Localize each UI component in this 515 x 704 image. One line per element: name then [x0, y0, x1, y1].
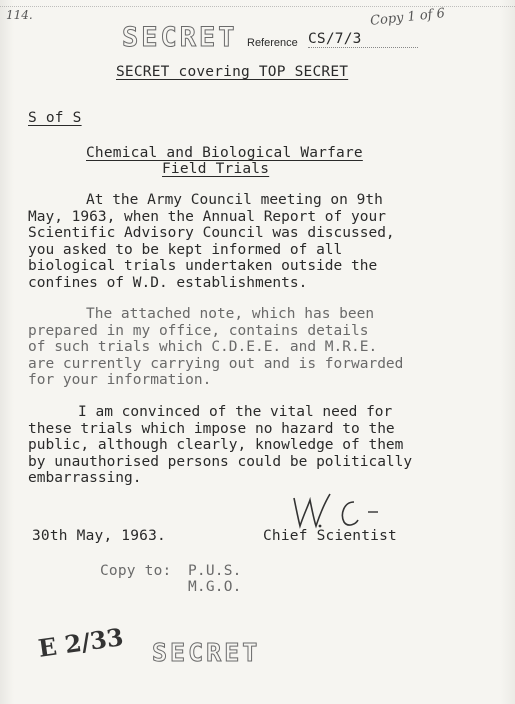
paragraph-1-line: At the Army Council meeting on 9th	[86, 192, 383, 208]
paragraph-1-line: biological trials undertaken outside the	[28, 258, 378, 275]
page-number: 114.	[6, 8, 33, 22]
covering-line: SECRET covering TOP SECRET	[116, 64, 349, 80]
subject-line-2: Field Trials	[162, 161, 270, 177]
secret-stamp-top: SECRET	[122, 22, 238, 53]
subject-line-1: Chemical and Biological Warfare	[86, 145, 363, 161]
paragraph-2	[28, 306, 403, 389]
paragraph-3-line: by unauthorised persons could be politically	[28, 453, 413, 470]
copy-to-recipient: M.G.O.	[188, 579, 242, 595]
copy-to-recipient: P.U.S.	[188, 563, 242, 579]
paragraph-2-line: are currently carrying out and is forwarded	[28, 355, 404, 372]
paragraph-2-line: The attached note, which has been	[86, 306, 375, 322]
signatory-title: Chief Scientist	[263, 528, 397, 544]
letter-date: 30th May, 1963.	[32, 528, 166, 544]
registry-mark: E 2/33	[36, 622, 126, 663]
secret-stamp-bottom: SECRET	[152, 638, 261, 667]
paragraph-1-line: you asked to be kept informed of all	[28, 241, 343, 258]
paragraph-3-line: public, although clearly, knowledge of them	[28, 437, 404, 454]
copy-to-label: Copy to:	[100, 563, 172, 579]
paragraph-2-line: of such trials which C.D.E.E. and M.R.E.	[28, 339, 378, 356]
copy-note: Copy 1 of 6	[369, 6, 446, 29]
paragraph-3	[28, 404, 412, 487]
paragraph-1-line: May, 1963, when the Annual Report of your	[28, 208, 386, 225]
reference-label: Reference	[247, 37, 298, 49]
paragraph-1-line: confines of W.D. establishments.	[28, 274, 308, 291]
paragraph-1	[28, 192, 395, 292]
paragraph-3-line: these trials which impose no hazard to the	[28, 420, 395, 437]
paragraph-3-line: I am convinced of the vital need for	[78, 404, 393, 420]
reference-code: CS/7/3	[308, 31, 418, 48]
addressee: S of S	[28, 110, 82, 126]
paragraph-2-line: prepared in my office, contains details	[28, 322, 369, 339]
paragraph-1-line: Scientific Advisory Council was discussed,	[28, 225, 395, 242]
paragraph-2-line: for your information.	[28, 372, 212, 389]
paragraph-3-line: embarrassing.	[28, 470, 142, 487]
